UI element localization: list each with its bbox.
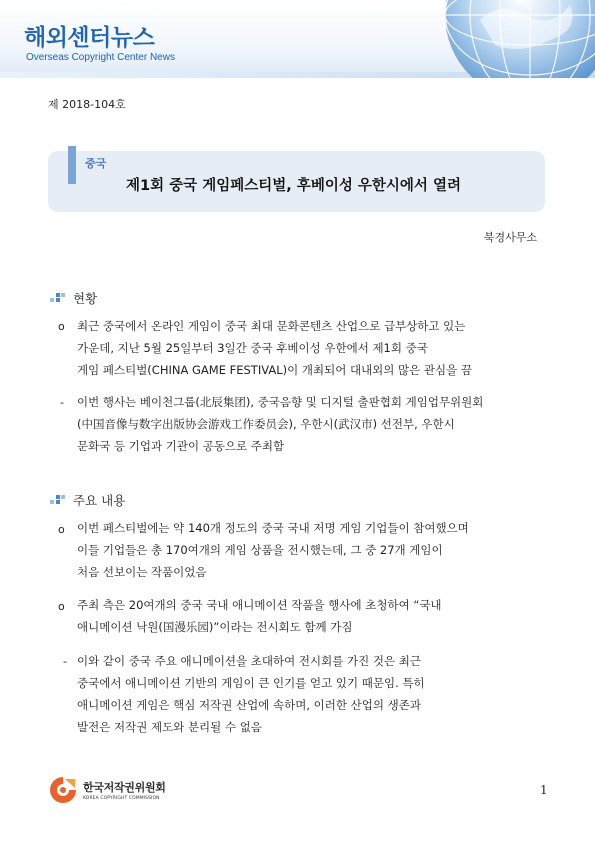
masthead-subtitle: Overseas Copyright Center News bbox=[26, 52, 175, 63]
section-heading-label: 현황 bbox=[73, 291, 98, 306]
page-number: 1 bbox=[540, 783, 548, 797]
bullet-dash: - bbox=[63, 655, 67, 668]
paragraph-line: 이번 페스티벌에는 약 140개 정도의 중국 국내 저명 게임 기업들이 참여했으며 bbox=[77, 521, 469, 535]
paragraph bbox=[77, 650, 547, 738]
bullet-circle: o bbox=[58, 523, 65, 536]
paragraph bbox=[77, 391, 547, 457]
paragraph-line: 이와 같이 중국 주요 애니메이션을 초대하여 전시회를 가진 것은 최근 bbox=[77, 654, 421, 668]
paragraph bbox=[77, 315, 547, 381]
paragraph-line: 발전은 저작권 제도와 분리될 수 없음 bbox=[77, 720, 262, 734]
paragraph-line: 최근 중국에서 온라인 게임이 중국 최대 문화콘텐츠 산업으로 급부상하고 있는 bbox=[77, 319, 466, 333]
paragraph-line: 문화국 등 기업과 기관이 공동으로 주최함 bbox=[77, 439, 285, 453]
globe-icon bbox=[410, 0, 595, 78]
bullet-dash: - bbox=[60, 396, 64, 409]
headline-country: 중국 bbox=[85, 157, 107, 170]
paragraph-line: 이들 기업들은 총 170여개의 게임 상품을 전시했는데, 그 중 27개 게임이 bbox=[77, 543, 443, 557]
section-heading-label: 주요 내용 bbox=[73, 493, 126, 508]
footer-logo bbox=[48, 775, 166, 805]
paragraph-line: 게임 페스티벌(CHINA GAME FESTIVAL)이 개최되어 대내외의 많은 관심을 끔 bbox=[77, 363, 473, 377]
paragraph bbox=[77, 517, 547, 583]
bullet-circle: o bbox=[58, 600, 65, 613]
paragraph-line: 처음 선보이는 작품이었음 bbox=[77, 565, 207, 579]
section-dots-icon bbox=[50, 293, 65, 303]
issue-number: 제 2018-104호 bbox=[48, 98, 126, 111]
paragraph-line: (中国音像与数字出版协会游戏工作委员会), 우한시(武汉市) 선전부, 우한시 bbox=[77, 417, 455, 431]
paragraph-line: 가운데, 지난 5월 25일부터 3일간 중국 후베이성 우한에서 제1회 중국 bbox=[77, 341, 428, 355]
paragraph-line: 애니메이션 낙원(国漫乐园)”이라는 전시회도 함께 가짐 bbox=[77, 620, 353, 634]
paragraph-line: 애니메이션 게임은 핵심 저작권 산업에 속하며, 이러한 산업의 생존과 bbox=[77, 698, 421, 712]
bullet-circle: o bbox=[58, 320, 65, 333]
paragraph bbox=[77, 594, 547, 638]
paragraph-line: 중국에서 애니메이션 기반의 게임이 큰 인기를 얻고 있기 때문임. 특히 bbox=[77, 676, 425, 690]
footer-org-en: KOREA COPYRIGHT COMMISSION bbox=[83, 796, 160, 801]
paragraph-line: 주최 측은 20여개의 중국 국내 애니메이션 작품을 행사에 초청하여 “국내 bbox=[77, 598, 442, 612]
copyright-commission-logo-icon bbox=[48, 775, 78, 805]
paragraph-line: 이번 행사는 베이천그룹(北辰集团), 중국음향 및 디지털 출판협회 게임업무위원회 bbox=[77, 395, 484, 409]
headline-title: 제1회 중국 게임페스티벌, 후베이성 우한시에서 열려 bbox=[126, 178, 461, 194]
masthead bbox=[0, 0, 595, 78]
footer-org-kr: 한국저작권위원회 bbox=[83, 781, 166, 794]
headline-accent-bar bbox=[68, 146, 76, 184]
section-heading bbox=[50, 491, 125, 509]
section-dots-icon bbox=[50, 495, 65, 505]
office-name: 북경사무소 bbox=[483, 231, 537, 244]
masthead-title: 해외센터뉴스 bbox=[24, 25, 155, 51]
section-heading bbox=[50, 289, 97, 307]
